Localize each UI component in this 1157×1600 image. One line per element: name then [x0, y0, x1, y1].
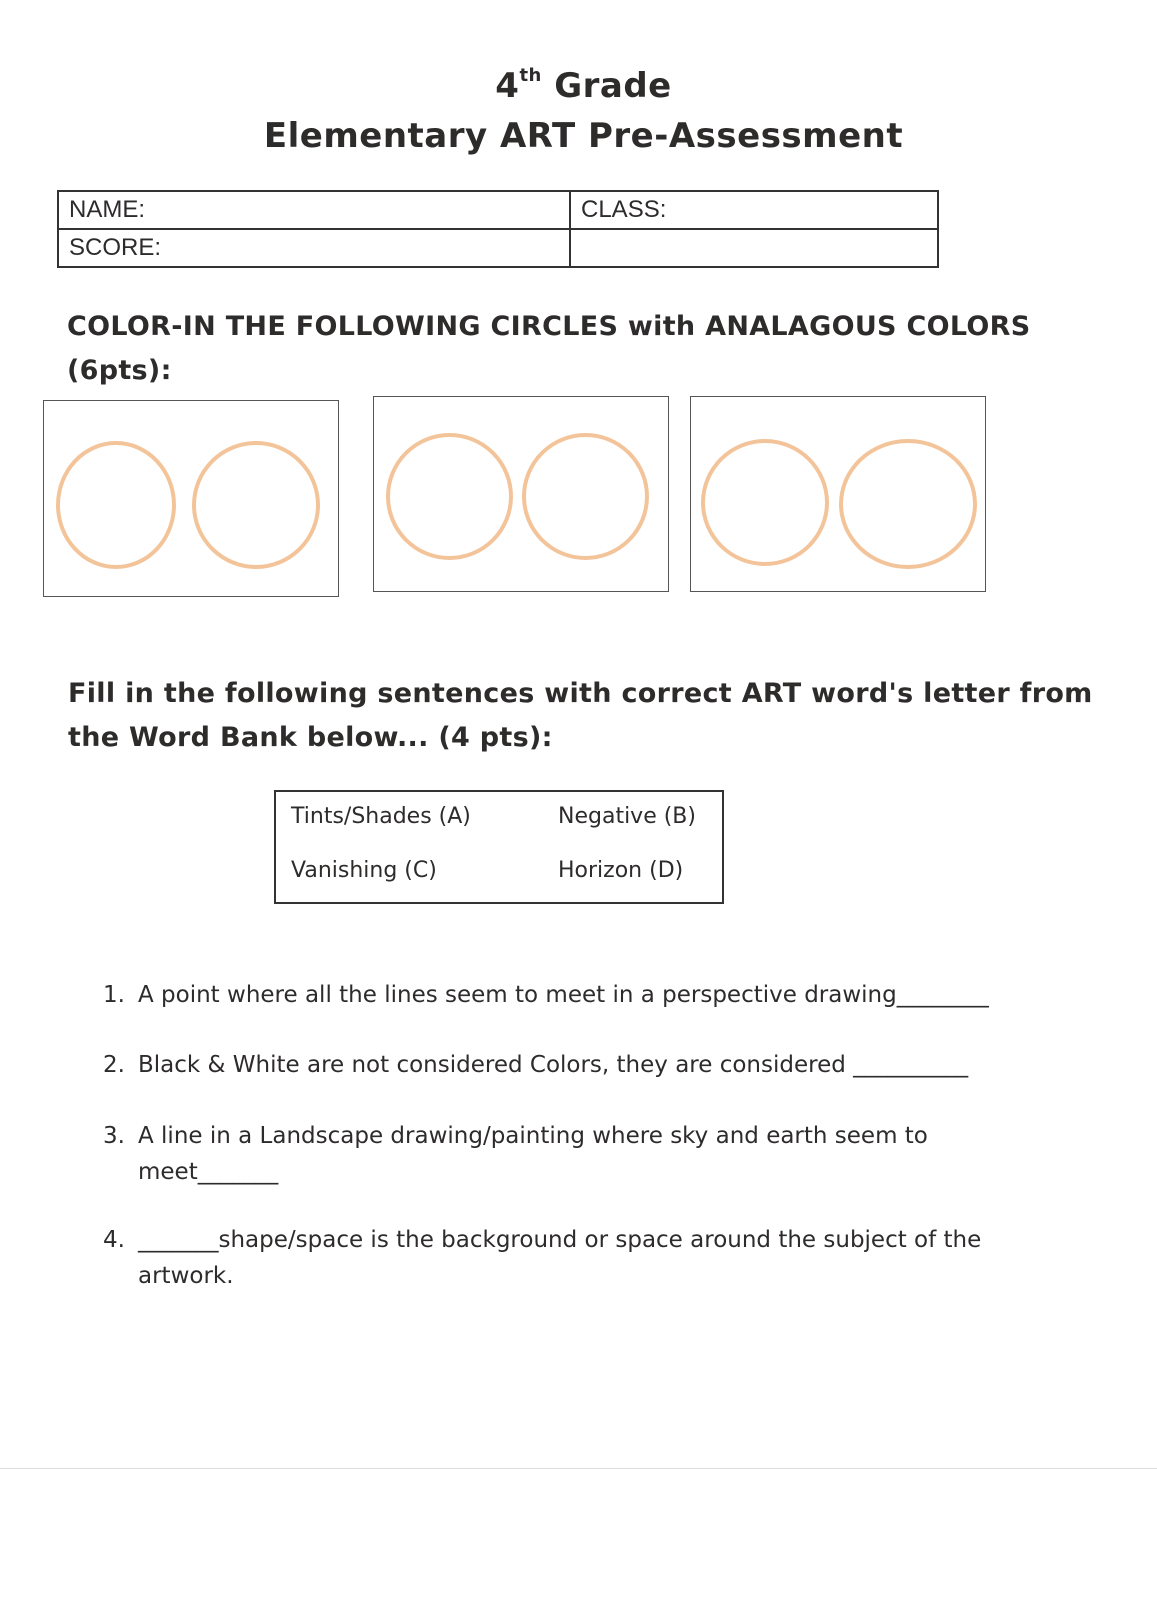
score-label: SCORE: [69, 234, 162, 261]
circle-box-1 [43, 400, 339, 597]
word-bank-item-b: Negative (B) [558, 804, 696, 829]
grade-suffix: th [519, 64, 542, 86]
section2-heading-line1: Fill in the following sentences with correct ART word's letter from [68, 678, 1093, 709]
question-number: 3. [103, 1123, 125, 1149]
question-text-cont: artwork. [138, 1263, 234, 1289]
word-bank-item-c: Vanishing (C) [291, 858, 437, 883]
page-edge-divider [0, 1468, 1157, 1469]
grade-word: Grade [554, 66, 672, 106]
question-text: Black & White are not considered Colors, they are considered __________ [138, 1052, 969, 1078]
class-label: CLASS: [581, 196, 667, 223]
question-number: 1. [103, 982, 125, 1008]
section2-heading-line2: the Word Bank below... (4 pts): [68, 722, 553, 753]
circle-3b[interactable] [839, 439, 977, 569]
section1-heading-line1: COLOR-IN THE FOLLOWING CIRCLES with ANALAGOUS COLORS [67, 311, 1031, 342]
question-number: 2. [103, 1052, 125, 1078]
circle-3a[interactable] [701, 439, 829, 566]
question-number: 4. [103, 1227, 125, 1253]
circle-2a[interactable] [386, 433, 513, 560]
circle-box-2 [373, 396, 669, 592]
question-text: _______shape/space is the background or space around the subject of the [138, 1227, 982, 1253]
grade-title [0, 66, 1157, 106]
word-bank-item-d: Horizon (D) [558, 858, 684, 883]
question-text: A point where all the lines seem to meet in a perspective drawing________ [138, 982, 989, 1008]
section1-heading [67, 305, 1031, 393]
circle-1b[interactable] [192, 441, 320, 569]
section2-heading [68, 672, 1093, 760]
circle-1a[interactable] [56, 441, 176, 569]
word-bank [274, 790, 724, 904]
assessment-title: Elementary ART Pre-Assessment [263, 116, 904, 156]
grade-number: 4 [495, 66, 520, 106]
score-field[interactable] [58, 229, 570, 267]
section1-heading-line2: (6pts): [67, 355, 172, 386]
blank-field [570, 229, 938, 267]
word-bank-item-a: Tints/Shades (A) [291, 804, 471, 829]
question-text: A line in a Landscape drawing/painting where sky and earth seem to [138, 1123, 928, 1149]
class-field[interactable] [570, 191, 938, 229]
name-label: NAME: [69, 196, 146, 223]
name-field[interactable] [58, 191, 570, 229]
circle-2b[interactable] [522, 433, 649, 560]
circle-box-3 [690, 396, 986, 592]
question-text-cont: meet_______ [138, 1159, 279, 1185]
student-info-table [57, 190, 939, 268]
